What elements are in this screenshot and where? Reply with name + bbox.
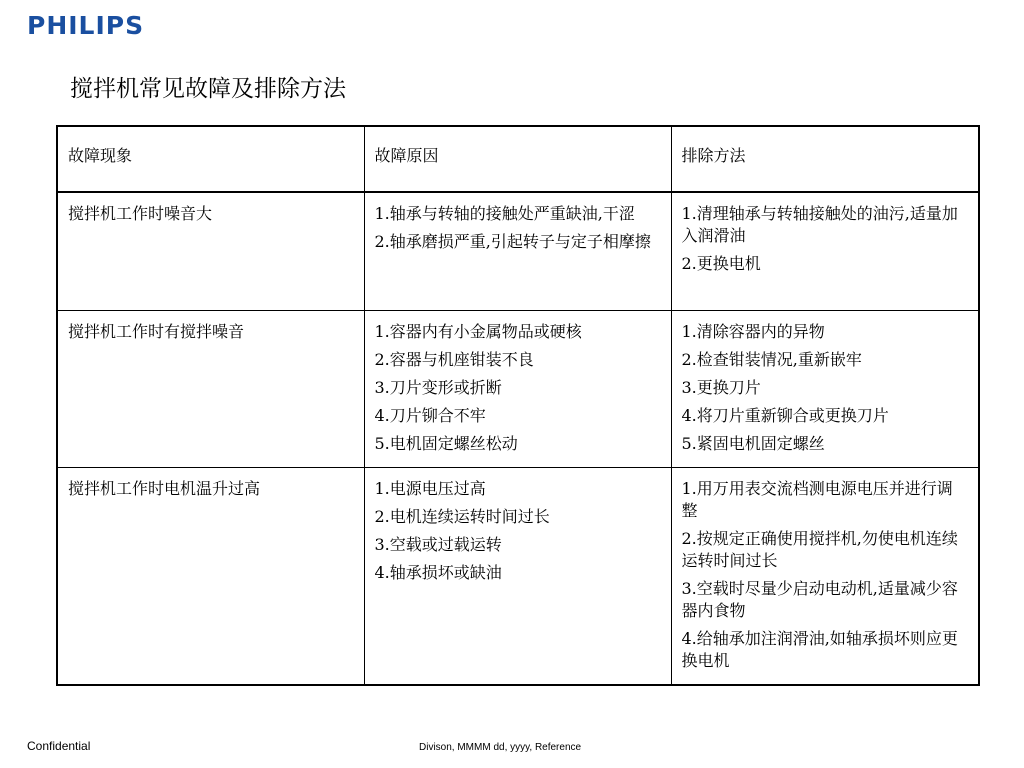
cause-cell xyxy=(364,310,671,467)
list-item: 1.清理轴承与转轴接触处的油污,适量加入润滑油 xyxy=(681,204,958,245)
solution-cell xyxy=(671,467,979,685)
page-title: 搅拌机常见故障及排除方法 xyxy=(70,76,346,102)
cause-cell xyxy=(364,467,671,685)
list-item: 2.检查钳装情况,重新嵌牢 xyxy=(681,349,862,369)
list-item: 2.电机连续运转时间过长 xyxy=(374,506,550,526)
list-item: 4.给轴承加注润滑油,如轴承损坏则应更换电机 xyxy=(681,628,958,670)
list-item: 4.轴承损坏或缺油 xyxy=(374,562,502,582)
list-item: 1.轴承与转轴的接触处严重缺油,干涩 xyxy=(374,204,635,223)
list-item: 1.容器内有小金属物品或硬核 xyxy=(374,321,582,341)
symptom-cell: 搅拌机工作时噪音大 xyxy=(57,192,364,310)
list-item: 5.紧固电机固定螺丝 xyxy=(681,433,825,453)
table-header-row xyxy=(57,126,979,192)
list-item: 2.更换电机 xyxy=(681,254,761,273)
list-item: 4.将刀片重新铆合或更换刀片 xyxy=(681,405,889,425)
symptom-cell: 搅拌机工作时有搅拌噪音 xyxy=(57,310,364,467)
list-item: 1.电源电压过高 xyxy=(374,478,486,498)
table-row xyxy=(57,310,979,467)
footer-confidential: Confidential xyxy=(27,739,91,753)
list-item: 3.更换刀片 xyxy=(681,377,761,397)
header-symptom: 故障现象 xyxy=(57,126,364,192)
cause-cell xyxy=(364,192,671,310)
list-item: 2.容器与机座钳装不良 xyxy=(374,349,534,369)
list-item: 5.电机固定螺丝松动 xyxy=(374,433,518,453)
list-item: 1.用万用表交流档测电源电压并进行调整 xyxy=(681,478,953,520)
table-row xyxy=(57,467,979,685)
list-item: 3.空载或过载运转 xyxy=(374,534,502,554)
list-item: 3.空载时尽量少启动电动机,适量减少容器内食物 xyxy=(681,578,958,620)
table-row xyxy=(57,192,979,310)
list-item: 3.刀片变形或折断 xyxy=(374,377,502,397)
list-item: 1.清除容器内的异物 xyxy=(681,321,825,341)
list-item: 2.按规定正确使用搅拌机,勿使电机连续运转时间过长 xyxy=(681,528,958,570)
troubleshooting-table xyxy=(56,125,980,686)
header-cause: 故障原因 xyxy=(364,126,671,192)
header-solution: 排除方法 xyxy=(671,126,979,192)
symptom-cell: 搅拌机工作时电机温升过高 xyxy=(57,467,364,685)
list-item: 2.轴承磨损严重,引起转子与定子相摩擦 xyxy=(374,232,651,251)
philips-logo: PHILIPS xyxy=(27,11,145,40)
footer-reference: Divison, MMMM dd, yyyy, Reference xyxy=(419,742,582,753)
troubleshooting-table-wrapper xyxy=(56,125,978,685)
solution-cell xyxy=(671,192,979,310)
solution-cell xyxy=(671,310,979,467)
list-item: 4.刀片铆合不牢 xyxy=(374,405,486,425)
